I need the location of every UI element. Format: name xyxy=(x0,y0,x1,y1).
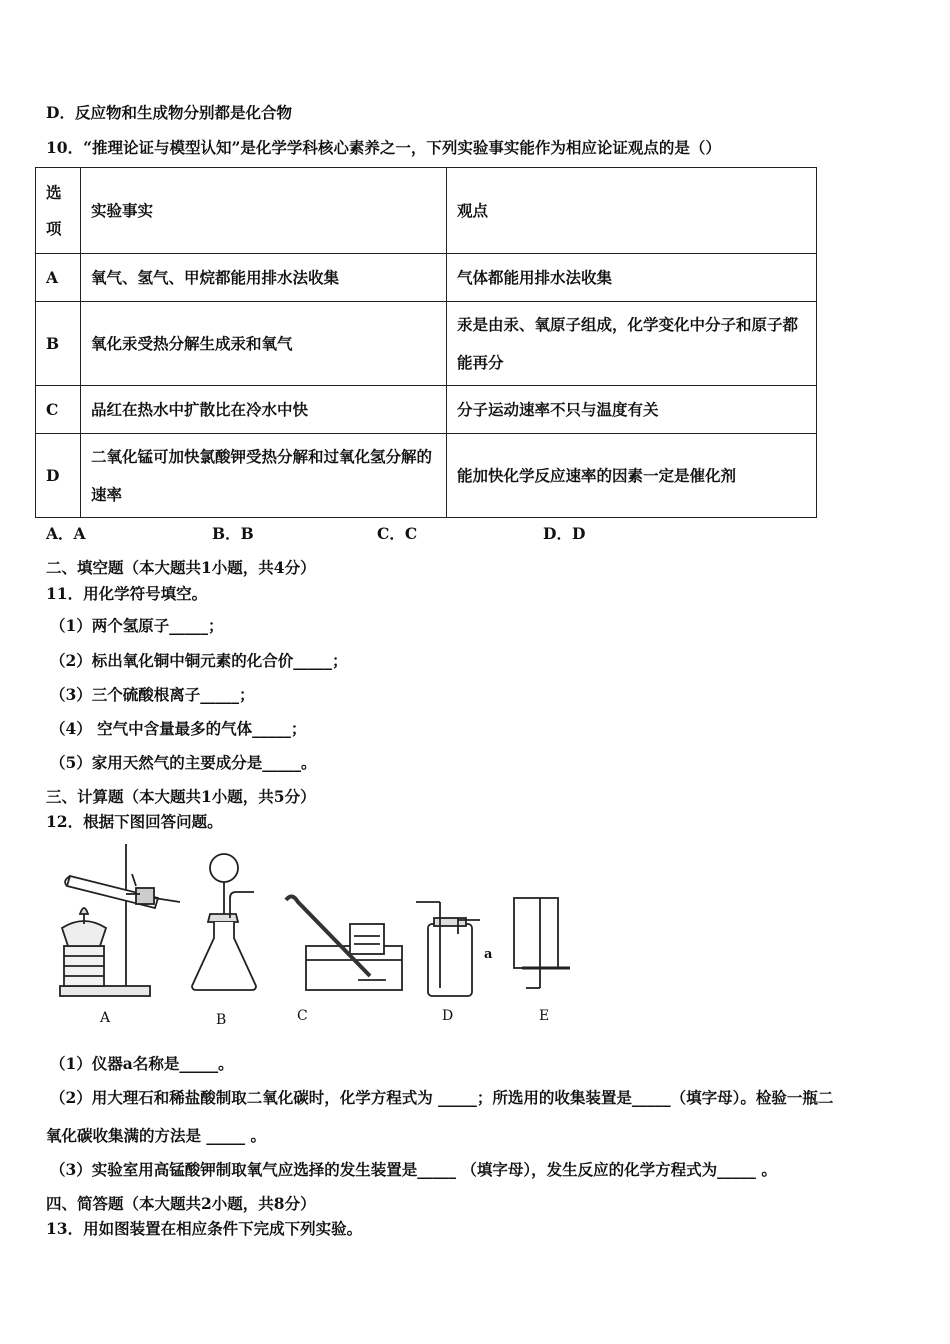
q11-item-4: （4） 空气中含量最多的气体_____； xyxy=(50,719,307,738)
header-fact: 实验事实 xyxy=(81,168,447,254)
q11-item-1: （1）两个氢原子_____； xyxy=(50,616,224,635)
section-3-heading: 三、计算题（本大题共1小题，共5分） xyxy=(46,787,316,806)
row-option: C xyxy=(36,386,81,434)
section-2-heading: 二、填空题（本大题共1小题，共4分） xyxy=(46,558,316,577)
row-fact: 氧化汞受热分解生成汞和氧气 xyxy=(81,302,447,386)
figure-label-b: B xyxy=(216,1012,227,1028)
table-row xyxy=(36,386,817,434)
header-option: 选 项 xyxy=(36,168,81,254)
q12-stem: 12．根据下图回答问题。 xyxy=(46,812,223,831)
q13-stem: 13．用如图装置在相应条件下完成下列实验。 xyxy=(46,1219,363,1238)
row-fact: 品红在热水中扩散比在冷水中快 xyxy=(81,386,447,434)
row-fact: 氧气、氢气、甲烷都能用排水法收集 xyxy=(81,254,447,302)
row-view: 汞是由汞、氧原子组成，化学变化中分子和原子都能再分 xyxy=(447,302,817,386)
header-view: 观点 xyxy=(447,168,817,254)
figure-label-c: C xyxy=(297,1008,308,1024)
table-row xyxy=(36,254,817,302)
q12-item-2-line-2: 氧化碳收集满的方法是 _____ 。 xyxy=(46,1126,267,1145)
row-view: 能加快化学反应速率的因素一定是催化剂 xyxy=(447,434,817,518)
q9-option-d: D．反应物和生成物分别都是化合物 xyxy=(46,103,292,122)
row-option: B xyxy=(36,302,81,386)
choice-d[interactable]: D．D xyxy=(543,524,586,543)
row-view: 分子运动速率不只与温度有关 xyxy=(447,386,817,434)
q12-item-1: （1）仪器a名称是_____。 xyxy=(50,1054,234,1073)
q12-item-2-line-1: （2）用大理石和稀盐酸制取二氧化碳时，化学方程式为 _____；所选用的收集装置是_____（填字母）。检验一瓶二 xyxy=(50,1088,834,1107)
row-option: A xyxy=(36,254,81,302)
choice-a[interactable]: A．A xyxy=(46,524,86,543)
q12-item-3: （3）实验室用高锰酸钾制取氧气应选择的发生装置是_____ （填字母），发生反应的化学方程式为_____ 。 xyxy=(50,1160,777,1179)
q11-item-5: （5）家用天然气的主要成分是_____。 xyxy=(50,753,317,772)
q11-item-2: （2）标出氧化铜中铜元素的化合价_____； xyxy=(50,651,348,670)
figure-label-a: A xyxy=(100,1010,111,1026)
table-row xyxy=(36,302,817,386)
figure-label-d: D xyxy=(442,1008,454,1024)
row-view: 气体都能用排水法收集 xyxy=(447,254,817,302)
q10-stem: 10．“推理论证与模型认知”是化学学科核心素养之一，下列实验事实能作为相应论证观点的是（） xyxy=(46,138,721,157)
lab-apparatus-figure xyxy=(40,838,600,1033)
table-row xyxy=(36,434,817,518)
choice-b[interactable]: B．B xyxy=(212,524,254,543)
figure-label-e: E xyxy=(539,1008,550,1024)
q10-table xyxy=(35,167,817,518)
q11-item-3: （3）三个硫酸根离子_____； xyxy=(50,685,255,704)
section-4-heading: 四、简答题（本大题共2小题，共8分） xyxy=(46,1194,316,1213)
instrument-label-a: a xyxy=(484,947,493,962)
row-option: D xyxy=(36,434,81,518)
table-header-row xyxy=(36,168,817,254)
row-fact: 二氧化锰可加快氯酸钾受热分解和过氧化氢分解的速率 xyxy=(81,434,447,518)
q11-stem: 11．用化学符号填空。 xyxy=(46,584,208,603)
choice-c[interactable]: C．C xyxy=(377,524,418,543)
